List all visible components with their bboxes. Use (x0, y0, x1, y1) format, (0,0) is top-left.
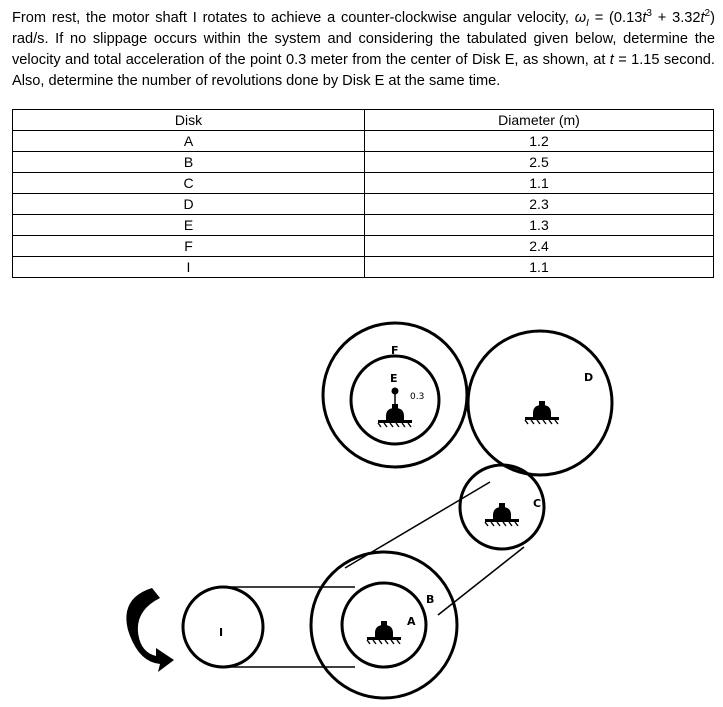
support-icon-c (485, 503, 519, 526)
diameter-cell: 2.5 (365, 152, 714, 173)
label-d: D (584, 371, 594, 384)
disk-cell: E (13, 215, 365, 236)
header-disk: Disk (13, 110, 365, 131)
disk-cell: A (13, 131, 365, 152)
problem-statement: From rest, the motor shaft I rotates to achieve a counter-clockwise angular velocity, $\omega_I = (0.13t^3 + 3.32t^2)$ rad/s. If no slippage occurs within the system and considering the tabulated given below, determine the velocity and total acceleration of the point 0.3 meter from the center of Disk E, as shown, at t = 1.15 second. Also, determine the number of revolutions done by Disk E at the same time. (12, 8, 715, 89)
support-icon-d (525, 401, 559, 424)
diameter-cell: 2.4 (365, 236, 714, 257)
label-f: F (391, 344, 399, 357)
label-c: C (533, 497, 542, 510)
diameter-cell: 1.2 (365, 131, 714, 152)
diameter-cell: 1.1 (365, 173, 714, 194)
diameter-cell: 1.1 (365, 257, 714, 278)
diameter-cell: 1.3 (365, 215, 714, 236)
label-e: E (390, 372, 398, 385)
support-icon-a (367, 621, 401, 644)
support-icon-e (378, 404, 412, 427)
disk-cell: D (13, 194, 365, 215)
label-a: A (407, 615, 416, 628)
label-dimension: 0.3 (410, 392, 425, 402)
label-i: I (219, 626, 224, 639)
label-b: B (426, 593, 435, 606)
disk-cell: B (13, 152, 365, 173)
point-e-marker (392, 388, 399, 395)
diameter-cell: 2.3 (365, 194, 714, 215)
rotation-arrow-icon (126, 588, 174, 672)
disk-cell: C (13, 173, 365, 194)
header-diameter: Diameter (m) (365, 110, 714, 131)
disk-cell: F (13, 236, 365, 257)
disk-cell: I (13, 257, 365, 278)
belt-b-c-lower (438, 547, 524, 615)
